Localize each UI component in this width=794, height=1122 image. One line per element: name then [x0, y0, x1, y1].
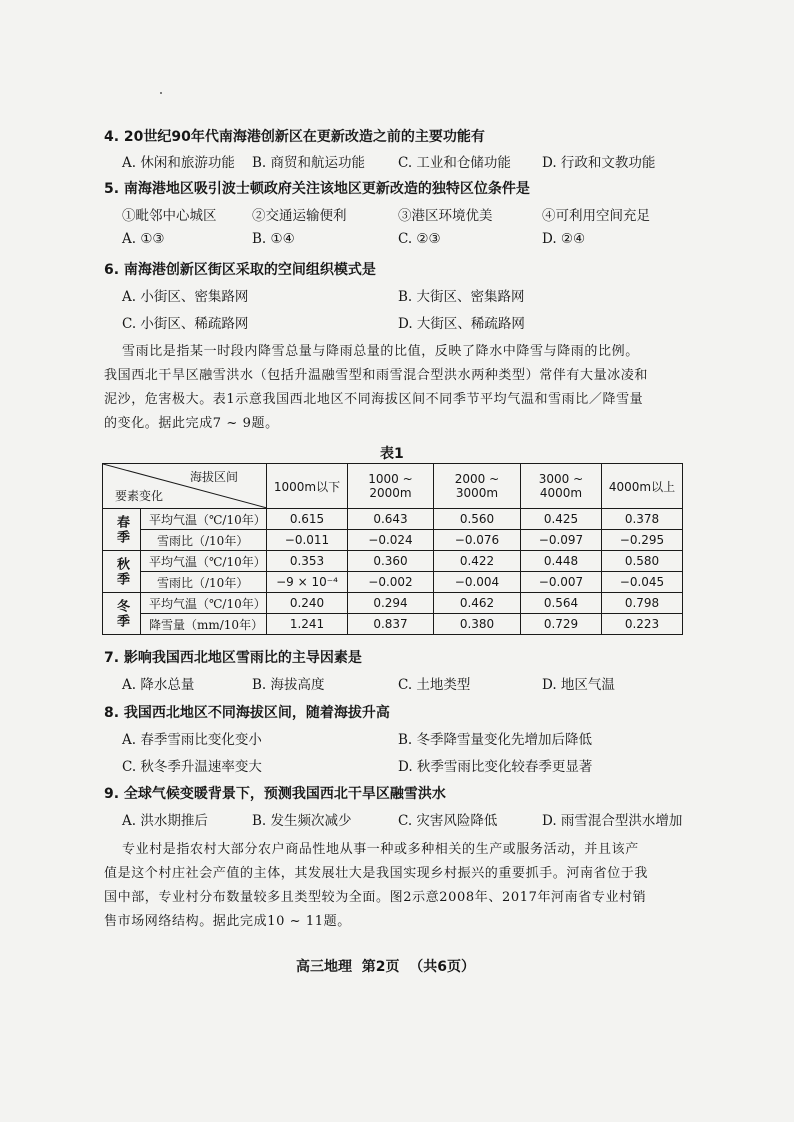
passage-2-line-4: 售市场网络结构。据此完成10 ~ 11题。: [104, 914, 351, 929]
table-cell: 0.294: [348, 593, 434, 614]
page-footer: 高三地理 第2页 （共6页）: [296, 959, 475, 975]
table-cell: −9 × 10⁻⁴: [267, 572, 348, 593]
table-cell: −0.097: [521, 530, 602, 551]
factor-label: 降雪量（mm/10年）: [141, 614, 267, 635]
table-cell: 0.462: [434, 593, 521, 614]
table-cell: −0.295: [602, 530, 683, 551]
season-label: 秋季: [103, 551, 141, 593]
table-cell: 0.564: [521, 593, 602, 614]
question-9-option-c: C. 灾害风险降低: [398, 813, 498, 829]
question-9-option-b: B. 发生频次减少: [252, 813, 352, 829]
question-8-option-b: B. 冬季降雪量变化先增加后降低: [398, 732, 593, 748]
table-cell: 0.425: [521, 509, 602, 530]
passage-1-line-2: 我国西北干旱区融雪洪水（包括升温融雪型和雨雪混合型洪水两种类型）常伴有大量冰凌和: [104, 368, 649, 383]
table-caption: 表1: [380, 446, 404, 462]
question-4-option-a: A. 休闲和旅游功能: [122, 155, 235, 171]
question-9-option-a: A. 洪水期推后: [122, 813, 208, 829]
table-row: [103, 614, 683, 635]
question-5-option-a: A. ①③: [122, 231, 165, 247]
passage-1-line-4: 的变化。据此完成7 ~ 9题。: [104, 416, 279, 431]
table-cell: 0.378: [602, 509, 683, 530]
season-label: 春季: [103, 509, 141, 551]
question-5-item-1: ①毗邻中心城区: [122, 208, 217, 224]
question-6-stem: 6. 南海港创新区街区采取的空间组织模式是: [104, 262, 376, 278]
column-header: 1000 ~ 2000m: [348, 464, 434, 509]
column-header: 3000 ~ 4000m: [521, 464, 602, 509]
question-7-stem: 7. 影响我国西北地区雪雨比的主导因素是: [104, 650, 362, 666]
table-cell: −0.045: [602, 572, 683, 593]
question-9-option-d: D. 雨雪混合型洪水增加: [542, 813, 683, 829]
factor-label: 雪雨比（/10年）: [141, 530, 267, 551]
table-row: [103, 551, 683, 572]
question-7-option-b: B. 海拔高度: [252, 677, 325, 693]
table-cell: −0.024: [348, 530, 434, 551]
season-label: 冬季: [103, 593, 141, 635]
column-header: 4000m以上: [602, 464, 683, 509]
question-5-item-2: ②交通运输便利: [252, 208, 347, 224]
table-cell: 0.353: [267, 551, 348, 572]
question-5-option-b: B. ①④: [252, 231, 295, 247]
table-cell: −0.076: [434, 530, 521, 551]
table-header-row: [103, 464, 683, 509]
scan-speck: [160, 92, 162, 94]
passage-2-line-1: 专业村是指农村大部分农户商品性地从事一种或多种相关的生产或服务活动，并且该产: [122, 842, 639, 857]
passage-2-line-3: 国中部，专业村分布数量较多且类型较为全面。图2示意2008年、2017年河南省专业村销: [104, 890, 647, 905]
table-cell: −0.011: [267, 530, 348, 551]
table-cell: 0.380: [434, 614, 521, 635]
table-cell: 0.240: [267, 593, 348, 614]
table-cell: 0.643: [348, 509, 434, 530]
question-7-option-c: C. 土地类型: [398, 677, 471, 693]
table-cell: 0.837: [348, 614, 434, 635]
header-factor: 要素变化: [115, 489, 164, 503]
table-row: [103, 572, 683, 593]
question-8-option-a: A. 春季雪雨比变化变小: [122, 732, 262, 748]
data-table: [102, 463, 683, 635]
question-5-item-3: ③港区环境优美: [398, 208, 493, 224]
passage-1-line-1: 雪雨比是指某一时段内降雪总量与降雨总量的比值，反映了降水中降雪与降雨的比例。: [122, 344, 639, 359]
factor-label: 平均气温（℃/10年）: [141, 593, 267, 614]
header-altitude: 海拔区间: [189, 470, 238, 484]
question-6-option-a: A. 小街区、密集路网: [122, 289, 249, 305]
table-cell: 0.223: [602, 614, 683, 635]
question-8-option-d: D. 秋季雪雨比变化较春季更显著: [398, 759, 593, 775]
question-5-item-4: ④可利用空间充足: [542, 208, 650, 224]
table-row: [103, 509, 683, 530]
question-4-option-b: B. 商贸和航运功能: [252, 155, 366, 171]
question-5-stem: 5. 南海港地区吸引波士顿政府关注该地区更新改造的独特区位条件是: [104, 181, 530, 197]
question-4-option-d: D. 行政和文教功能: [542, 155, 656, 171]
factor-label: 雪雨比（/10年）: [141, 572, 267, 593]
passage-1-line-3: 泥沙，危害极大。表1示意我国西北地区不同海拔区间不同季节平均气温和雪雨比／降雪量: [104, 392, 644, 407]
factor-label: 平均气温（℃/10年）: [141, 551, 267, 572]
table-row: [103, 593, 683, 614]
table-row: [103, 530, 683, 551]
question-5-option-d: D. ②④: [542, 231, 586, 247]
table-cell: 0.798: [602, 593, 683, 614]
table-cell: −0.004: [434, 572, 521, 593]
question-7-option-a: A. 降水总量: [122, 677, 195, 693]
question-6-option-b: B. 大街区、密集路网: [398, 289, 525, 305]
table-cell: 0.729: [521, 614, 602, 635]
question-5-option-c: C. ②③: [398, 231, 441, 247]
passage-2-line-2: 值是这个村庄社会产值的主体，其发展壮大是我国实现乡村振兴的重要抓手。河南省位于我: [104, 866, 649, 881]
table-cell: 1.241: [267, 614, 348, 635]
column-header: 1000m以下: [267, 464, 348, 509]
question-8-stem: 8. 我国西北地区不同海拔区间，随着海拔升高: [104, 705, 390, 721]
table-cell: 0.580: [602, 551, 683, 572]
table-corner-cell: [103, 464, 267, 509]
table-cell: −0.007: [521, 572, 602, 593]
table-cell: 0.422: [434, 551, 521, 572]
question-6-option-c: C. 小街区、稀疏路网: [122, 316, 249, 332]
question-6-option-d: D. 大街区、稀疏路网: [398, 316, 525, 332]
question-9-stem: 9. 全球气候变暖背景下，预测我国西北干旱区融雪洪水: [104, 786, 446, 802]
table-cell: 0.360: [348, 551, 434, 572]
question-8-option-c: C. 秋冬季升温速率变大: [122, 759, 262, 775]
table-cell: 0.448: [521, 551, 602, 572]
table-cell: −0.002: [348, 572, 434, 593]
question-4-option-c: C. 工业和仓储功能: [398, 155, 511, 171]
column-header: 2000 ~ 3000m: [434, 464, 521, 509]
table-cell: 0.615: [267, 509, 348, 530]
question-7-option-d: D. 地区气温: [542, 677, 615, 693]
table-cell: 0.560: [434, 509, 521, 530]
question-4-stem: 4. 20世纪90年代南海港创新区在更新改造之前的主要功能有: [104, 129, 485, 145]
factor-label: 平均气温（℃/10年）: [141, 509, 267, 530]
